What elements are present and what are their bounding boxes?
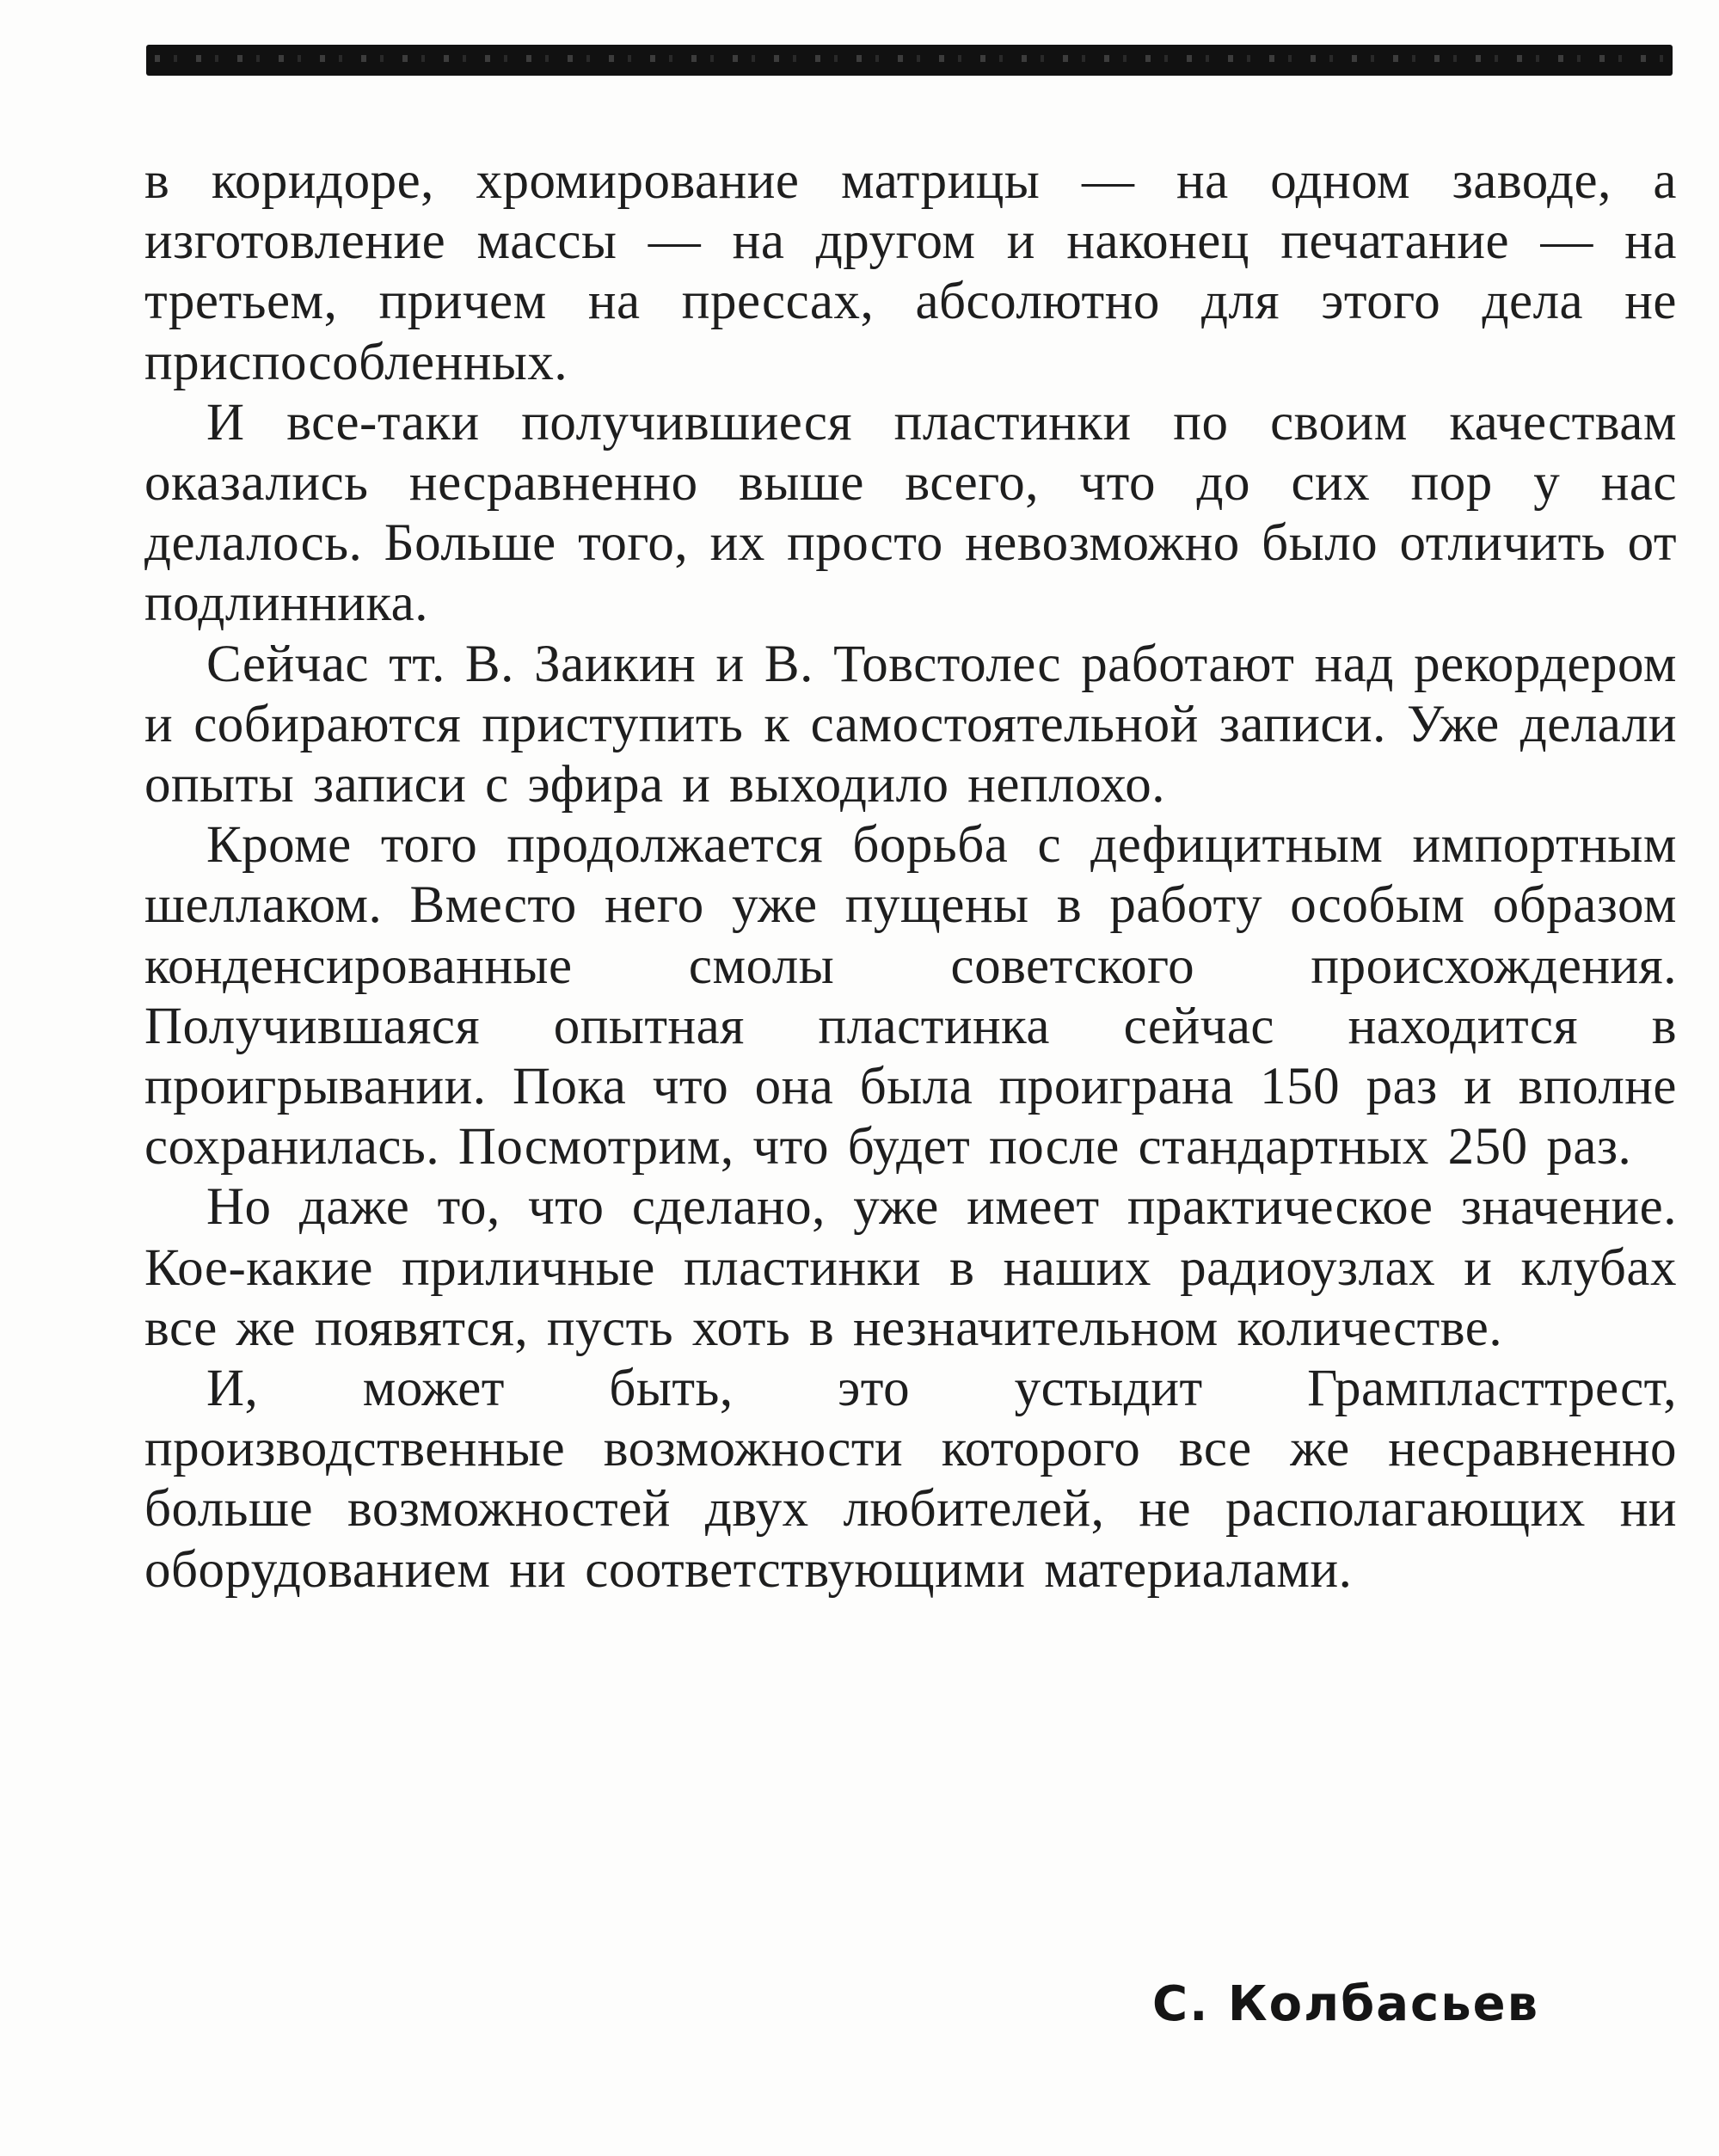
paragraph-1: в коридоре, хромирование матрицы — на одном заводе, а изготовление массы — на другом и наконец печатание — на третьем, причем на прессах, абсолютно для этого дела не приспособленных. xyxy=(144,152,1677,391)
top-divider-rule xyxy=(146,45,1673,76)
article-body xyxy=(144,151,1677,1600)
paragraph-4: Кроме того продолжается борьба с дефицитным импортным шеллаком. Вместо него уже пущены в работу особым образом конденсированные смолы советского происхождения. Получившаяся опытная пластинка сейчас находится в проигрывании. Пока что она была проиграна 150 раз и вполне сохранилась. Посмотрим, что будет после стандартных 250 раз. xyxy=(144,816,1677,1176)
paragraph-6: И, может быть, это устыдит Грампласттрест, производственные возможности которого все же несравненно больше возможностей двух любителей, не располагающих ни оборудованием ни соответствующими материалами. xyxy=(144,1360,1677,1599)
paragraph-2: И все-таки получившиеся пластинки по своим качествам оказались несравненно выше всего, что до сих пор у нас делалось. Больше того, их просто невозможно было отличить от подлинника. xyxy=(144,393,1677,633)
paragraph-5: Но даже то, что сделано, уже имеет практическое значение. Кое-какие приличные пластинки в наших радиоузлах и клубах все же появятся, пусть хоть в незначительном количестве. xyxy=(144,1178,1677,1357)
paragraph-3: Сейчас тт. В. Заикин и В. Товстолес работают над рекордером и собираются приступить к самостоятельной записи. Уже делали опыты записи с эфира и выходило неплохо. xyxy=(144,635,1677,814)
author-signature: С. Колбасьев xyxy=(1152,1976,1540,2032)
